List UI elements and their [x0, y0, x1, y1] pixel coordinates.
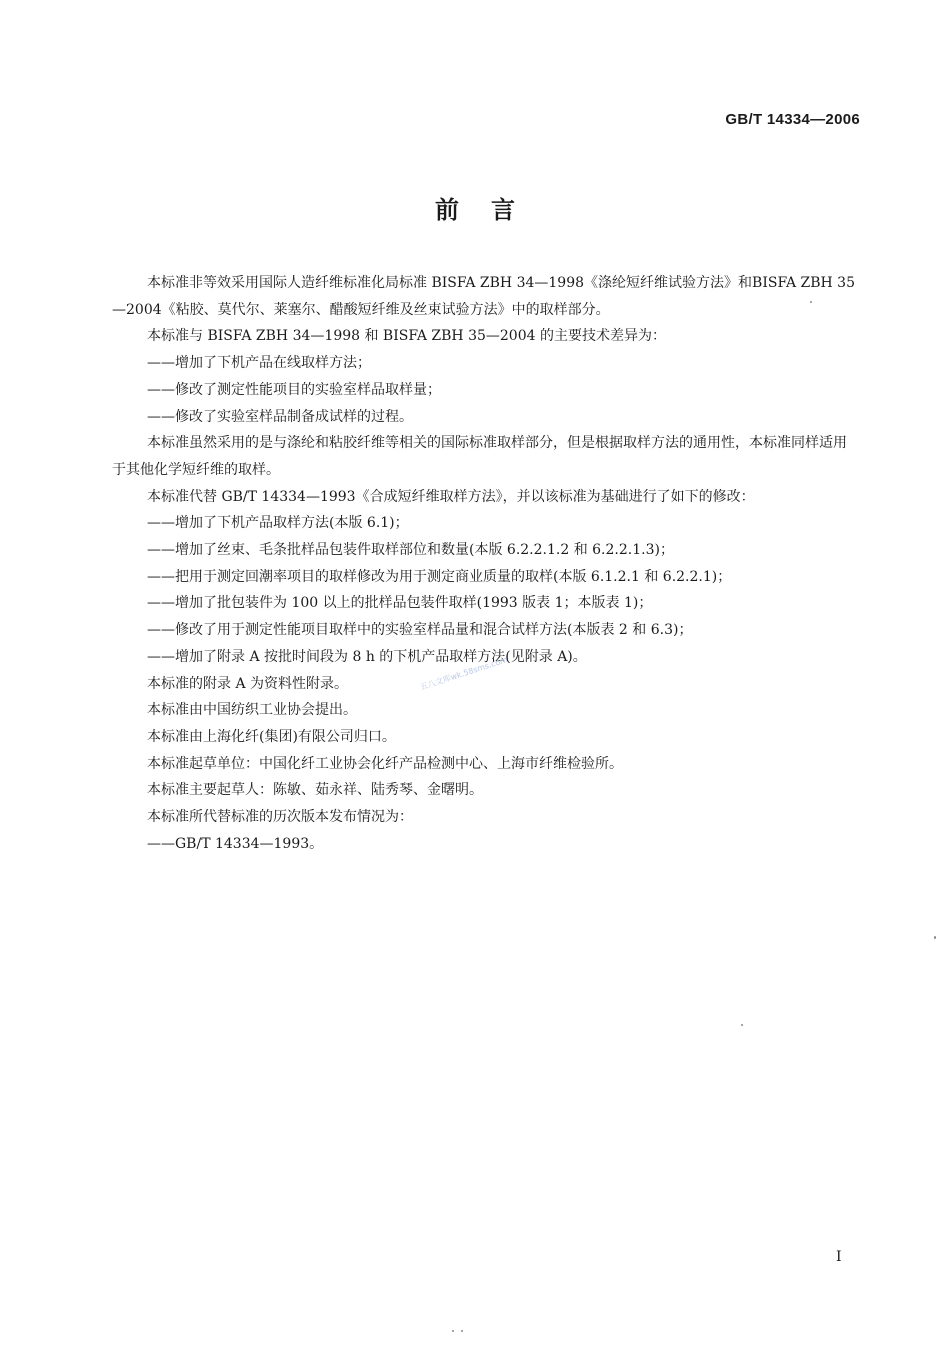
list-item: ——修改了测定性能项目的实验室样品取样量； [147, 381, 441, 398]
paragraph: 本标准与 BISFA ZBH 34—1998 和 BISFA ZBH 35—2004 的主要技术差异为： [147, 328, 666, 345]
paragraph: 本标准起草单位：中国化纤工业协会化纤产品检测中心、上海市纤维检验所。 [147, 755, 623, 772]
list-item: ——把用于测定回潮率项目的取样修改为用于测定商业质量的取样(本版 6.1.2.1 和 6.2.2.1)； [147, 568, 732, 585]
scan-speck [461, 1330, 463, 1332]
paragraph: 本标准的附录 A 为资料性附录。 [147, 675, 349, 692]
paragraph: 本标准非等效采用国际人造纤维标准化局标准 BISFA ZBH 34—1998《涤纶短纤维试验方法》和BISFA ZBH 35—2004《粘胶、莫代尔、莱塞尔、醋酸短纤维及丝束试验方法》中的取样部分。 [112, 275, 855, 318]
scan-speck [934, 936, 936, 939]
list-item: ——增加了丝束、毛条批样品包装件取样部位和数量(本版 6.2.2.1.2 和 6.2.2.1.3)； [147, 542, 674, 559]
paragraph: 本标准所代替标准的历次版本发布情况为： [147, 809, 413, 826]
paragraph: 本标准虽然采用的是与涤纶和粘胶纤维等相关的国际标准取样部分，但是根据取样方法的通用性，本标准同样适用于其他化学短纤维的取样。 [112, 435, 847, 478]
scan-speck [810, 301, 812, 303]
page-title: 前言 [435, 196, 547, 224]
paragraph: 本标准由中国纺织工业协会提出。 [147, 702, 357, 719]
scan-speck [741, 1024, 743, 1026]
watermark: 五八文库wk.58sms.com [418, 655, 509, 692]
list-item: ——修改了实验室样品制备成试样的过程。 [147, 408, 413, 425]
standard-code: GB/T 14334—2006 [725, 111, 860, 128]
page-number: I [836, 1249, 842, 1265]
list-item: ——修改了用于测定性能项目取样中的实验室样品量和混合试样方法(本版表 2 和 6.3)； [147, 622, 693, 639]
paragraph: 本标准主要起草人：陈敏、茹永祥、陆秀琴、金曙明。 [147, 782, 483, 799]
list-item: ——增加了下机产品取样方法(本版 6.1)； [147, 515, 409, 532]
list-item: ——增加了附录 A 按批时间段为 8 h 的下机产品取样方法(见附录 A)。 [147, 648, 587, 665]
list-item: ——增加了批包装件为 100 以上的批样品包装件取样(1993 版表 1；本版表 1)； [147, 595, 653, 612]
list-item: ——GB/T 14334—1993。 [147, 835, 324, 852]
scan-speck [452, 1330, 454, 1332]
foreword-body [112, 270, 858, 857]
list-item: ——增加了下机产品在线取样方法； [147, 355, 371, 372]
paragraph: 本标准代替 GB/T 14334—1993《合成短纤维取样方法》，并以该标准为基础进行了如下的修改： [147, 488, 755, 505]
paragraph: 本标准由上海化纤(集团)有限公司归口。 [147, 728, 396, 745]
